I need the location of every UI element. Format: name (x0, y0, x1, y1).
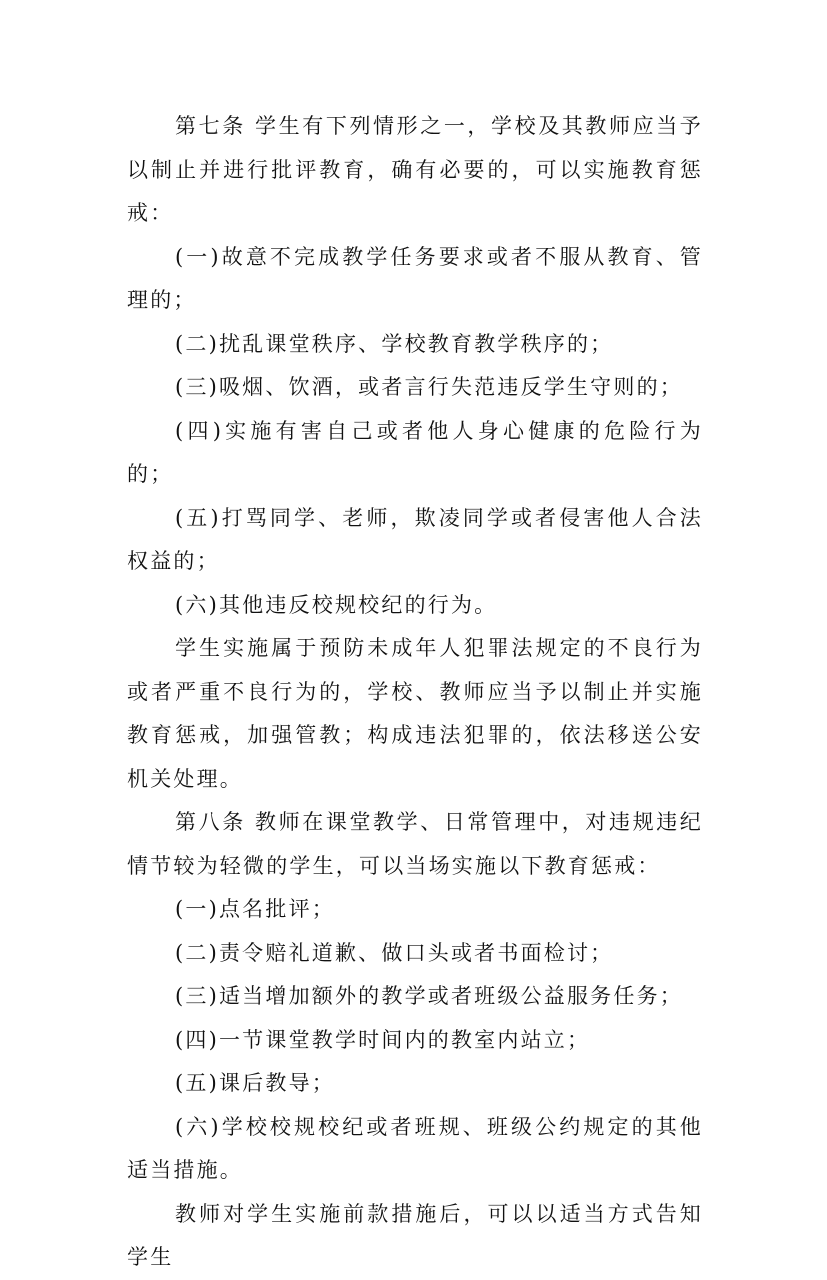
document-body (127, 105, 703, 1280)
list-item-7-1: (一)故意不完成教学任务要求或者不服从教育、管理的； (127, 244, 703, 312)
paragraph-article-8: 第八条 教师在课堂教学、日常管理中，对违规违纪情节较为轻微的学生，可以当场实施以下教育惩戒： (127, 810, 703, 878)
list-item-8-5: (五)课后教导； (175, 1071, 335, 1095)
paragraph-serious-misconduct: 学生实施属于预防未成年人犯罪法规定的不良行为或者严重不良行为的，学校、教师应当予以制止并实施教育惩戒，加强管教；构成违法犯罪的，依法移送公安机关处理。 (127, 636, 703, 791)
list-item-8-2: (二)责令赔礼道歉、做口头或者书面检讨； (175, 940, 614, 965)
list-item-7-2: (二)扰乱课堂秩序、学校教育教学秩序的； (175, 331, 614, 356)
paragraph-notify-parents: 教师对学生实施前款措施后，可以以适当方式告知学生 (127, 1201, 703, 1269)
list-item-7-4: (四)实施有害自己或者他人身心健康的危险行为的； (127, 418, 703, 486)
list-item-8-6: (六)学校校规校纪或者班规、班级公约规定的其他适当措施。 (127, 1114, 703, 1182)
list-item-7-3: (三)吸烟、饮酒，或者言行失范违反学生守则的； (175, 375, 683, 399)
list-item-7-6: (六)其他违反校规校纪的行为。 (175, 592, 498, 617)
paragraph-article-7: 第七条 学生有下列情形之一，学校及其教师应当予以制止并进行批评教育，确有必要的，可以实施教育惩戒： (127, 114, 703, 225)
list-item-8-4: (四)一节课堂教学时间内的教室内站立； (175, 1027, 591, 1052)
list-item-8-3: (三)适当增加额外的教学或者班级公益服务任务； (175, 984, 683, 1008)
list-item-7-5: (五)打骂同学、老师，欺凌同学或者侵害他人合法权益的； (127, 505, 703, 573)
list-item-8-1: (一)点名批评； (175, 897, 335, 921)
